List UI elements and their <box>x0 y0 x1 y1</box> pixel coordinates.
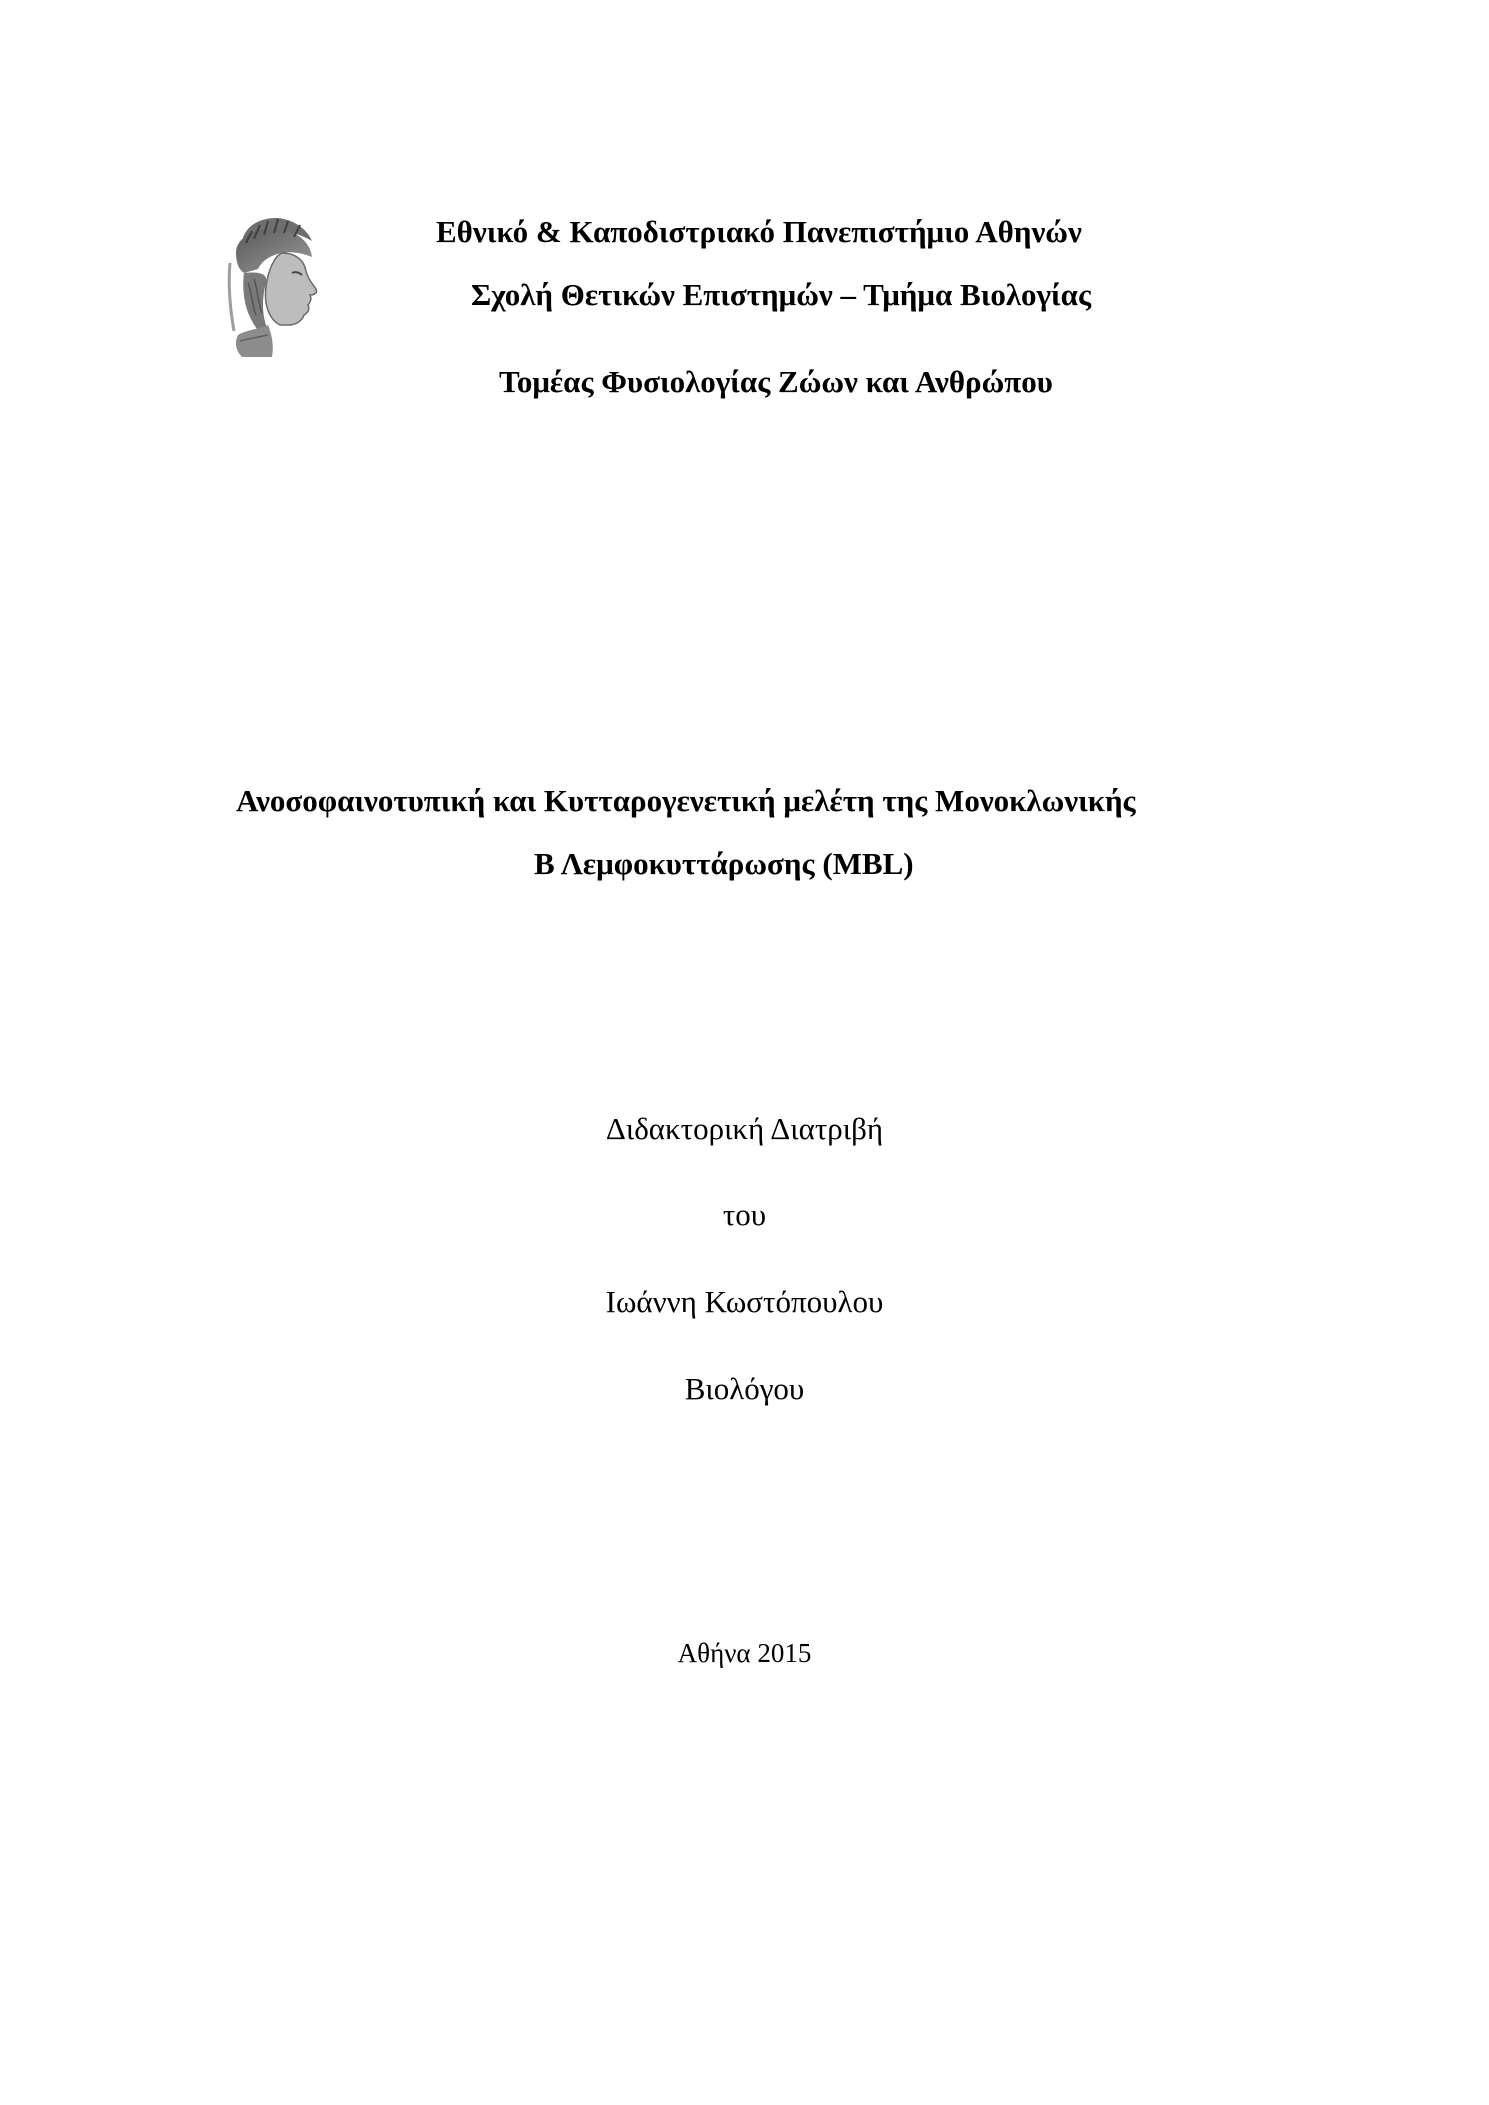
place-year: Αθήνα 2015 <box>677 1638 812 1668</box>
school-department: Σχολή Θετικών Επιστημών – Τμήμα Βιολογίας <box>471 277 1092 312</box>
thesis-type: Διδακτορική Διατριβή <box>605 1111 884 1146</box>
thesis-title-line-2: Β Λεμφοκυττάρωσης (MBL) <box>534 846 914 881</box>
athena-head-icon <box>222 213 328 359</box>
author-name: Ιωάννη Κωστόπουλου <box>605 1284 884 1319</box>
author-role: Βιολόγου <box>684 1371 805 1406</box>
university-name: Εθνικό & Καποδιστριακό Πανεπιστήμιο Αθηνών <box>436 214 1082 249</box>
thesis-preposition: του <box>722 1197 767 1232</box>
thesis-title-line-1: Ανοσοφαινοτυπική και Κυτταρογενετική μελέτη της Μονοκλωνικής <box>236 783 1136 818</box>
sector-name: Τομέας Φυσιολογίας Ζώων και Ανθρώπου <box>499 364 1053 399</box>
